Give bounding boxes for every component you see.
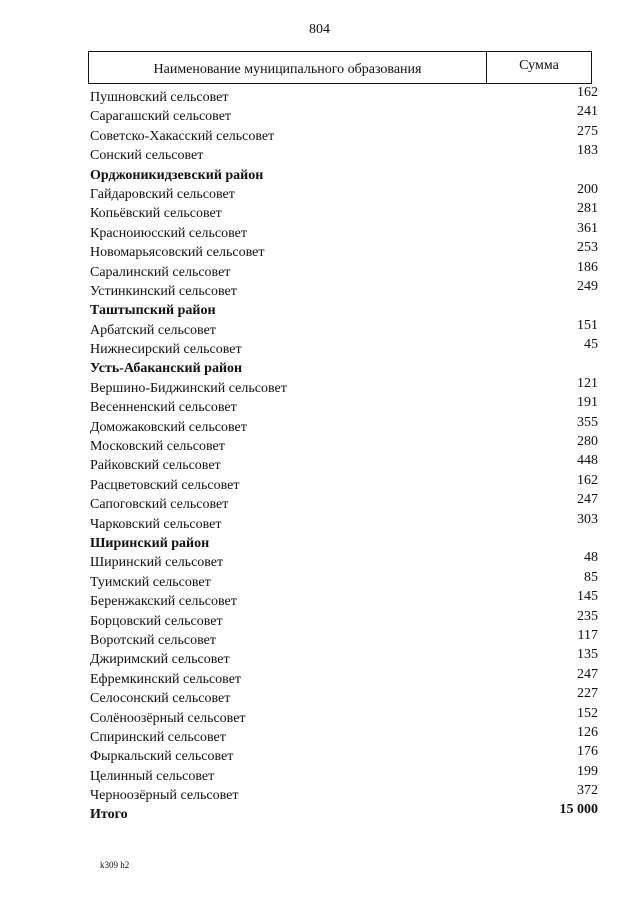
table-row <box>90 278 598 300</box>
table-row <box>90 763 598 785</box>
row-value: 162 <box>577 472 598 488</box>
table-header <box>88 51 592 84</box>
row-value: 448 <box>577 453 598 469</box>
table-row <box>90 397 598 416</box>
table-row <box>90 608 598 630</box>
row-value: 235 <box>577 608 598 624</box>
row-value: 126 <box>577 724 598 740</box>
row-name: Ефремкинский сельсовет <box>90 671 242 687</box>
row-name: Доможаковский сельсовет <box>90 419 247 435</box>
header-name-column: Наименование муниципального образования <box>89 52 487 83</box>
row-value: 176 <box>577 744 598 760</box>
row-value: 200 <box>577 181 598 197</box>
row-value: 249 <box>577 278 598 294</box>
row-name: Ширинский сельсовет <box>90 555 224 571</box>
table-row <box>90 181 598 203</box>
district-row <box>90 358 598 377</box>
header-sum-column: Сумма <box>519 57 559 73</box>
row-name: Беренжакский сельсовет <box>90 594 237 610</box>
row-name: Нижнесирский сельсовет <box>90 342 242 358</box>
row-name: Московский сельсовет <box>90 439 225 455</box>
table-row <box>90 414 598 436</box>
row-name: Гайдаровский сельсовет <box>90 186 235 202</box>
row-name: Воротский сельсовет <box>90 632 216 648</box>
row-name: Саралинский сельсовет <box>90 264 231 280</box>
row-name: Чарковский сельсовет <box>90 516 222 532</box>
row-value: 247 <box>577 492 598 508</box>
row-value: 121 <box>577 375 598 391</box>
district-row <box>90 533 598 552</box>
row-value: 135 <box>577 647 598 663</box>
table-row <box>90 494 598 513</box>
row-value: 45 <box>584 337 598 353</box>
table-row <box>90 627 598 649</box>
row-name: Устинкинский сельсовет <box>90 283 237 299</box>
row-value: 355 <box>577 414 598 430</box>
row-name: Советско-Хакасский сельсовет <box>90 128 275 144</box>
table-row <box>90 511 598 533</box>
table-row <box>90 705 598 727</box>
table-row <box>90 145 598 164</box>
row-value: 199 <box>577 763 598 779</box>
table-row <box>90 552 598 571</box>
table-row <box>90 317 598 339</box>
row-name: Сапоговский сельсовет <box>90 497 229 513</box>
row-value: 162 <box>577 85 598 100</box>
row-value: 191 <box>577 395 598 411</box>
row-name: Райковский сельсовет <box>90 458 221 474</box>
row-name: Ширинский район <box>90 535 210 551</box>
row-value: 117 <box>577 627 598 643</box>
row-value: 247 <box>577 666 598 682</box>
row-name: Весенненский сельсовет <box>90 400 237 416</box>
row-value: 372 <box>577 783 598 799</box>
row-name: Копьёвский сельсовет <box>90 206 222 222</box>
row-name: Туимский сельсовет <box>90 574 211 590</box>
row-value: 303 <box>577 511 598 527</box>
row-name: Спиринский сельсовет <box>90 729 226 745</box>
row-value: 15 000 <box>559 802 598 818</box>
table-row <box>90 569 598 591</box>
row-value: 152 <box>577 705 598 721</box>
table-row <box>90 455 598 474</box>
row-value: 183 <box>577 143 598 159</box>
table-body <box>90 87 598 824</box>
row-value: 151 <box>577 317 598 333</box>
table-row <box>90 259 598 281</box>
row-value: 280 <box>577 434 598 450</box>
table-row <box>90 242 598 261</box>
table-row <box>90 649 598 668</box>
table-row <box>90 220 598 242</box>
row-value: 361 <box>577 220 598 236</box>
row-name: Усть-Абаканский район <box>90 361 243 377</box>
table-row <box>90 375 598 397</box>
row-name: Красноиюсский сельсовет <box>90 225 247 241</box>
row-value: 145 <box>577 589 598 605</box>
district-row <box>90 300 598 319</box>
row-name: Солёноозёрный сельсовет <box>90 710 246 726</box>
row-name: Черноозёрный сельсовет <box>90 788 239 804</box>
row-name: Таштыпский район <box>90 303 216 319</box>
row-name: Арбатский сельсовет <box>90 322 216 338</box>
row-value: 85 <box>584 569 598 585</box>
table-row <box>90 106 598 125</box>
row-name: Орджоникидзевский район <box>90 167 264 183</box>
footer-code: k309 h2 <box>100 860 130 870</box>
table-row <box>90 666 598 688</box>
row-name: Новомарьясовский сельсовет <box>90 245 265 261</box>
row-value: 48 <box>584 550 598 566</box>
table-row <box>90 436 598 455</box>
table-row <box>90 339 598 358</box>
table-row <box>90 87 598 106</box>
total-row <box>90 804 598 823</box>
row-name: Пушновский сельсовет <box>90 90 229 105</box>
row-value: 227 <box>577 686 598 702</box>
row-name: Итого <box>90 807 128 823</box>
row-name: Селосонский сельсовет <box>90 691 231 707</box>
table-row <box>90 724 598 746</box>
row-name: Фыркальский сельсовет <box>90 749 234 765</box>
row-value: 241 <box>577 104 598 120</box>
table-row <box>90 203 598 222</box>
row-value: 275 <box>577 123 598 139</box>
row-name: Вершино-Биджинский сельсовет <box>90 380 287 396</box>
row-value: 281 <box>577 201 598 217</box>
table-row <box>90 785 598 804</box>
row-name: Джиримский сельсовет <box>90 652 230 668</box>
row-name: Сонский сельсовет <box>90 148 204 164</box>
row-name: Целинный сельсовет <box>90 768 215 784</box>
row-name: Сарагашский сельсовет <box>90 109 232 125</box>
table-row <box>90 472 598 494</box>
row-value: 253 <box>577 240 598 256</box>
row-name: Борцовский сельсовет <box>90 613 223 629</box>
row-name: Расцветовский сельсовет <box>90 477 240 493</box>
district-row <box>90 165 598 184</box>
table-row <box>90 123 598 145</box>
row-value: 186 <box>577 259 598 275</box>
table-row <box>90 746 598 765</box>
page-number: 804 <box>309 22 330 37</box>
table-row <box>90 591 598 610</box>
table-row <box>90 688 598 707</box>
